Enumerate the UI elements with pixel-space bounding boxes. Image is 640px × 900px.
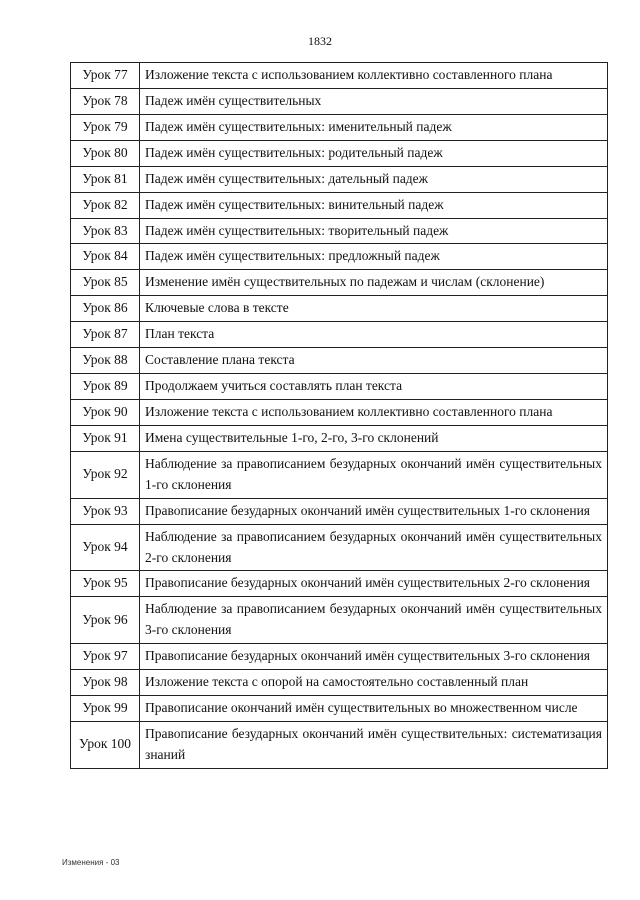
lesson-topic: Падеж имён существительных: дательный падеж xyxy=(140,166,608,192)
lesson-topic: Изложение текста с опорой на самостоятельно составленный план xyxy=(140,670,608,696)
lesson-number: Урок 81 xyxy=(71,166,140,192)
lesson-number: Урок 95 xyxy=(71,571,140,597)
lesson-number: Урок 80 xyxy=(71,140,140,166)
table-row xyxy=(71,192,608,218)
lesson-number: Урок 96 xyxy=(71,597,140,644)
lesson-number: Урок 85 xyxy=(71,270,140,296)
lesson-number: Урок 100 xyxy=(71,721,140,768)
lesson-topic: Правописание безударных окончаний имён существительных 2-го склонения xyxy=(140,571,608,597)
table-row xyxy=(71,218,608,244)
table-row xyxy=(71,140,608,166)
lesson-topic: Изложение текста с использованием коллективно составленного плана xyxy=(140,63,608,89)
table-row xyxy=(71,399,608,425)
lesson-topic: Правописание окончаний имён существительных во множественном числе xyxy=(140,696,608,722)
lesson-topic: Продолжаем учиться составлять план текста xyxy=(140,374,608,400)
table-row xyxy=(71,571,608,597)
table-row xyxy=(71,114,608,140)
lesson-topic: Имена существительные 1-го, 2-го, 3-го склонений xyxy=(140,425,608,451)
lesson-number: Урок 83 xyxy=(71,218,140,244)
table-row xyxy=(71,296,608,322)
table-row xyxy=(71,498,608,524)
lesson-topic: Правописание безударных окончаний имён существительных: систематизация знаний xyxy=(140,721,608,768)
table-row xyxy=(71,63,608,89)
table-row xyxy=(71,166,608,192)
lesson-number: Урок 93 xyxy=(71,498,140,524)
table-row xyxy=(71,88,608,114)
lesson-number: Урок 94 xyxy=(71,524,140,571)
lesson-number: Урок 97 xyxy=(71,644,140,670)
table-row xyxy=(71,670,608,696)
table-row xyxy=(71,425,608,451)
table-row xyxy=(71,270,608,296)
table-row xyxy=(71,524,608,571)
table-row xyxy=(71,696,608,722)
lesson-number: Урок 90 xyxy=(71,399,140,425)
lesson-topic: План текста xyxy=(140,322,608,348)
lesson-topic: Падеж имён существительных: именительный падеж xyxy=(140,114,608,140)
lesson-number: Урок 89 xyxy=(71,374,140,400)
lesson-topic: Изложение текста с использованием коллективно составленного плана xyxy=(140,399,608,425)
table-row xyxy=(71,644,608,670)
lesson-rows xyxy=(71,63,608,769)
footer-revision-note: Изменения - 03 xyxy=(62,858,120,867)
lesson-topic: Наблюдение за правописанием безударных окончаний имён существительных 2-го склонения xyxy=(140,524,608,571)
lesson-topic: Правописание безударных окончаний имён существительных 1-го склонения xyxy=(140,498,608,524)
table-row xyxy=(71,322,608,348)
lesson-number: Урок 87 xyxy=(71,322,140,348)
lesson-number: Урок 77 xyxy=(71,63,140,89)
lesson-number: Урок 84 xyxy=(71,244,140,270)
lesson-topic: Наблюдение за правописанием безударных окончаний имён существительных 3-го склонения xyxy=(140,597,608,644)
lesson-topic: Правописание безударных окончаний имён существительных 3-го склонения xyxy=(140,644,608,670)
lesson-number: Урок 91 xyxy=(71,425,140,451)
table-row xyxy=(71,597,608,644)
lesson-topic: Падеж имён существительных: предложный падеж xyxy=(140,244,608,270)
lesson-plan-table xyxy=(70,62,608,769)
lesson-number: Урок 99 xyxy=(71,696,140,722)
table-row xyxy=(71,348,608,374)
lesson-topic: Падеж имён существительных xyxy=(140,88,608,114)
lesson-number: Урок 92 xyxy=(71,451,140,498)
lesson-number: Урок 86 xyxy=(71,296,140,322)
lesson-topic: Составление плана текста xyxy=(140,348,608,374)
lesson-topic: Ключевые слова в тексте xyxy=(140,296,608,322)
table-row xyxy=(71,244,608,270)
lesson-number: Урок 82 xyxy=(71,192,140,218)
lesson-topic: Падеж имён существительных: винительный падеж xyxy=(140,192,608,218)
lesson-number: Урок 79 xyxy=(71,114,140,140)
table-row xyxy=(71,451,608,498)
lesson-number: Урок 78 xyxy=(71,88,140,114)
lesson-topic: Изменение имён существительных по падежам и числам (склонение) xyxy=(140,270,608,296)
lesson-number: Урок 98 xyxy=(71,670,140,696)
lesson-topic: Наблюдение за правописанием безударных окончаний имён существительных 1-го склонения xyxy=(140,451,608,498)
table-row xyxy=(71,721,608,768)
page-number: 1832 xyxy=(308,34,332,48)
lesson-number: Урок 88 xyxy=(71,348,140,374)
lesson-topic: Падеж имён существительных: родительный падеж xyxy=(140,140,608,166)
lesson-topic: Падеж имён существительных: творительный падеж xyxy=(140,218,608,244)
table-row xyxy=(71,374,608,400)
